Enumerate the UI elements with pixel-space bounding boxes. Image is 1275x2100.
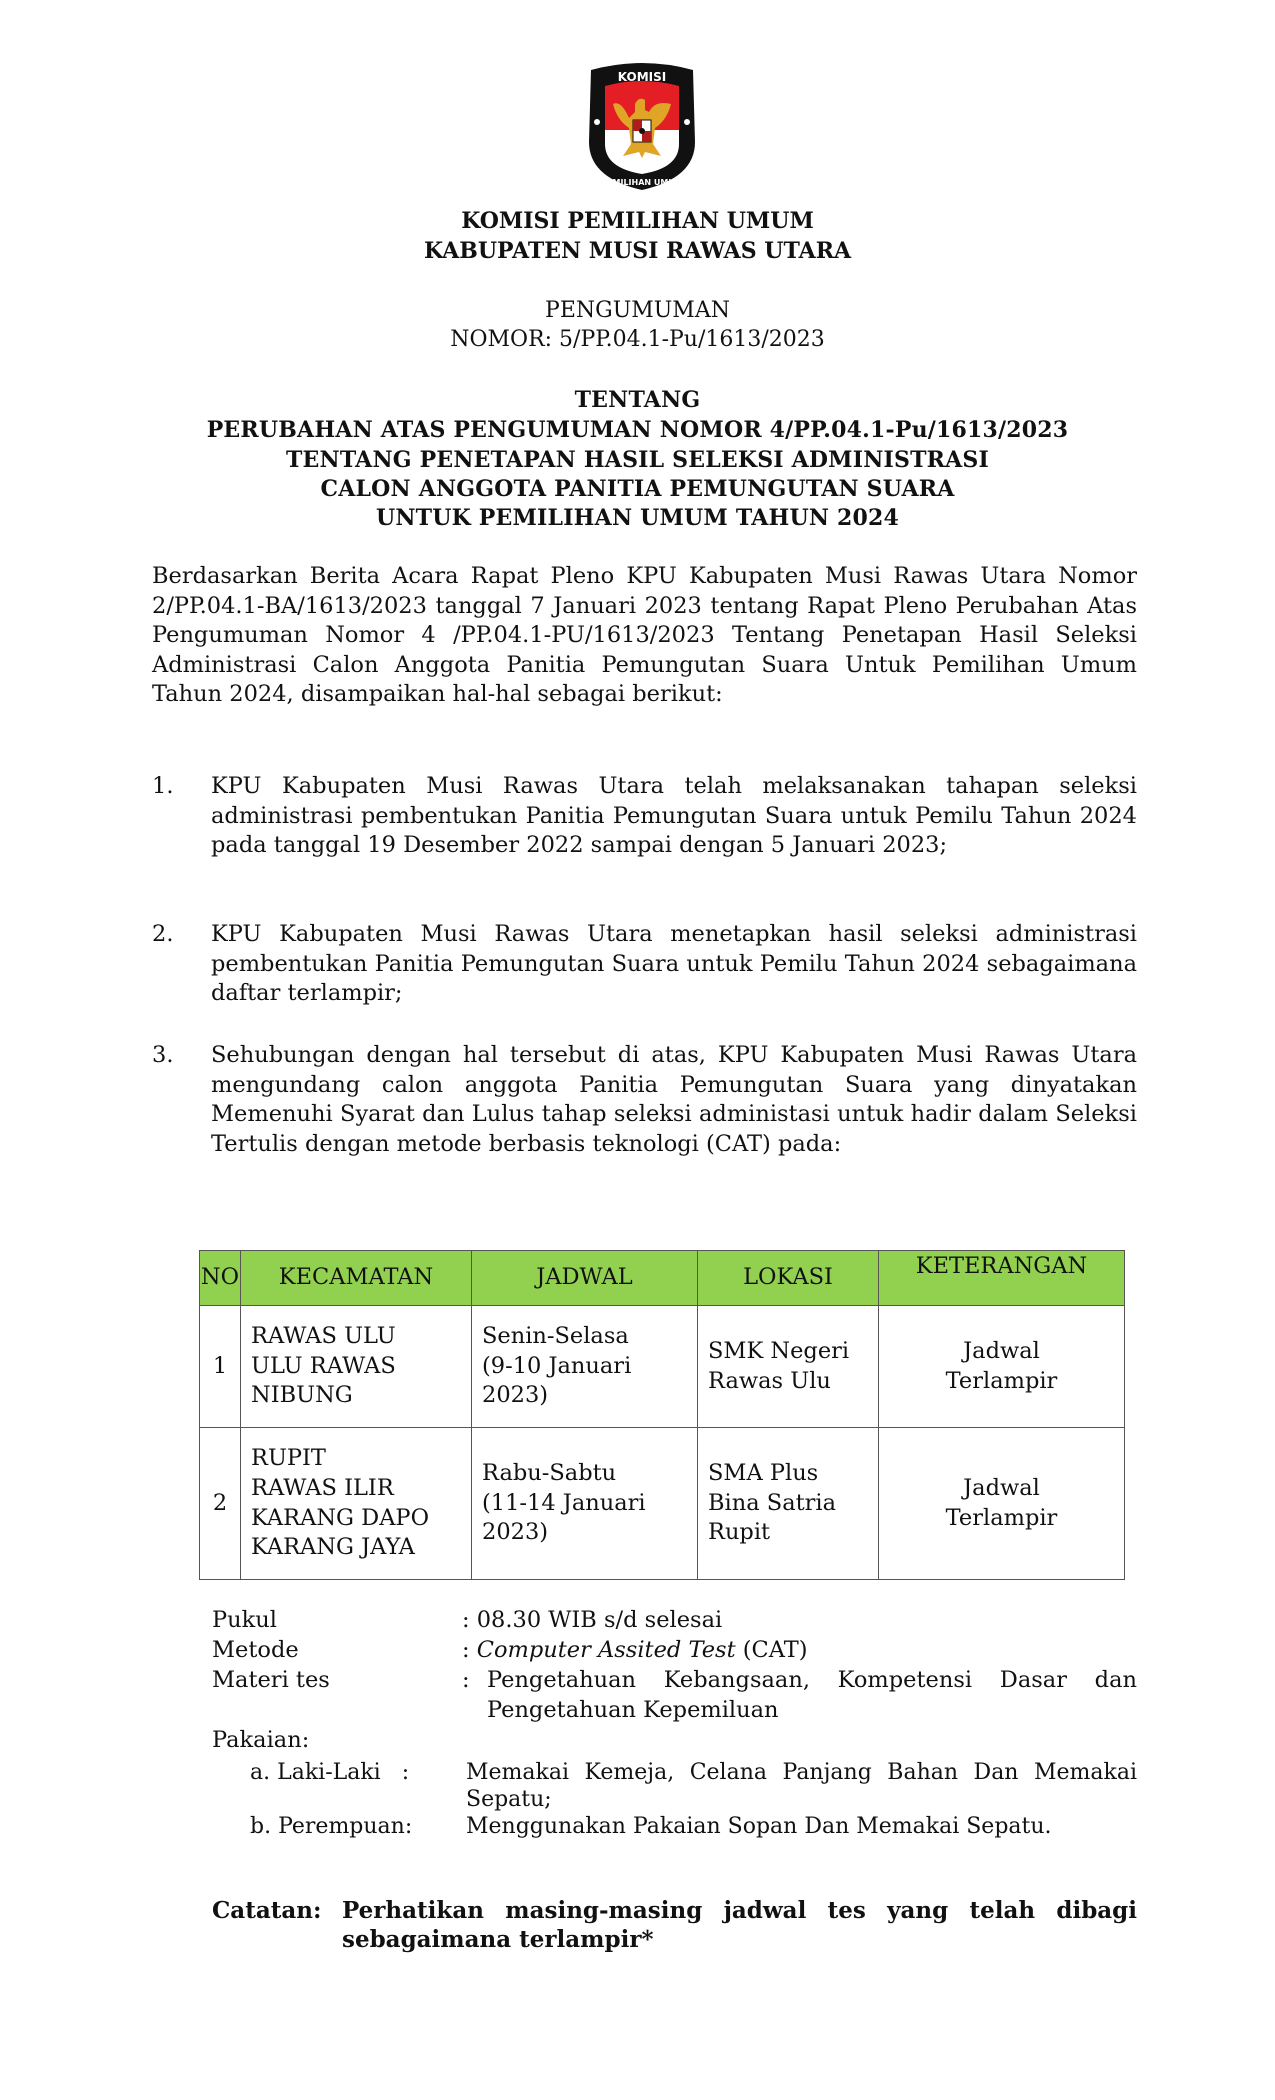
kpu-logo (583, 60, 701, 192)
list-item-text: Sehubungan dengan hal tersebut di atas, KPU Kabupaten Musi Rawas Utara mengundang calon anggota Panitia Pemungutan Suara yang dinyatakan Memenuhi Syarat dan Lulus tahap seleksi administasi untuk hadir dalam Seleksi Tertulis dengan metode berbasis teknologi (CAT) pada: (211, 1042, 1137, 1157)
cell-jadwal (472, 1428, 698, 1580)
title-line: CALON ANGGOTA PANITIA PEMUNGUTAN SUARA (320, 476, 955, 502)
cell-line: KARANG JAYA (251, 1534, 415, 1561)
cell-jadwal (472, 1306, 698, 1428)
org-name: KOMISI PEMILIHAN UMUM (461, 208, 814, 234)
cell-line: NIBUNG (251, 1382, 353, 1409)
svg-text:KOMISI: KOMISI (617, 70, 667, 84)
materi-value: Pengetahuan Kebangsaan, Kompetensi Dasar dan Pengetahuan Kepemiluan (487, 1667, 1137, 1723)
col-header-kecamatan: KECAMATAN (241, 1251, 472, 1306)
cell-keterangan (879, 1306, 1125, 1428)
title-line: TENTANG (574, 387, 701, 413)
cell-no: 1 (200, 1306, 241, 1428)
colon: : (462, 1637, 477, 1663)
pukul-label: Pukul (212, 1607, 277, 1633)
cell-line: (11-14 Januari (482, 1489, 646, 1516)
list-item-text: KPU Kabupaten Musi Rawas Utara menetapkan hasil seleksi administrasi pembentukan Panitia Pemungutan Suara untuk Pemilu Tahun 2024 sebagaimana daftar terlampir; (211, 921, 1137, 1007)
cell-kecamatan (241, 1428, 472, 1580)
list-item-number: 3. (152, 1042, 174, 1068)
cell-line: Rawas Ulu (708, 1367, 831, 1394)
cell-lokasi (698, 1306, 879, 1428)
note-text: Perhatikan masing-masing jadwal tes yang telah dibagi sebagaimana terlampir* (342, 1897, 1137, 1953)
note-label: Catatan: (212, 1897, 322, 1924)
table-header-row (200, 1251, 1125, 1306)
note (212, 1896, 1137, 1956)
list-item-text: KPU Kabupaten Musi Rawas Utara telah melaksanakan tahapan seleksi administrasi pembentukan Panitia Pemungutan Suara untuk Pemilu Tahun 2024 pada tanggal 19 Desember 2022 sampai dengan 5 Januari 2023; (211, 773, 1137, 859)
materi-colon: : (462, 1667, 470, 1693)
cell-line: 2023) (482, 1519, 549, 1546)
metode-italic: Computer Assited Test (476, 1637, 736, 1663)
pakaian-male-label: a. Laki-Laki : (250, 1760, 410, 1785)
intro-paragraph: Berdasarkan Berita Acara Rapat Pleno KPU Kabupaten Musi Rawas Utara Nomor 2/PP.04.1-BA/1613/2023 tanggal 7 Januari 2023 tentang Rapat Pleno Perubahan Atas Pengumuman Nomor 4 /PP.04.1-PU/1613/2023 Tentang Penetapan Hasil Seleksi Administrasi Calon Anggota Panitia Pemungutan Suara Untuk Pemilihan Umum Tahun 2024, disampaikan hal-hal sebagai berikut: (152, 563, 1137, 708)
cell-line: Rabu-Sabtu (482, 1460, 617, 1487)
cell-line: Jadwal (963, 1337, 1040, 1364)
cell-keterangan (879, 1428, 1125, 1580)
cell-line: RAWAS ULU (251, 1323, 396, 1350)
pakaian-female-label: b. Perempuan: (250, 1814, 413, 1839)
metode-rest: (CAT) (735, 1637, 808, 1663)
kpu-emblem-icon (583, 60, 701, 192)
title-line: UNTUK PEMILIHAN UMUM TAHUN 2024 (375, 505, 900, 531)
doc-number: NOMOR: 5/PP.04.1-Pu/1613/2023 (450, 327, 825, 352)
metode-label: Metode (212, 1637, 299, 1663)
svg-text:PEMILIHAN UMUM: PEMILIHAN UMUM (601, 178, 683, 187)
cell-line: Terlampir (945, 1504, 1058, 1531)
cell-line: KARANG DAPO (251, 1504, 430, 1531)
metode-value (462, 1636, 1137, 1666)
cell-line: Senin-Selasa (482, 1323, 629, 1350)
table-row (200, 1306, 1125, 1428)
cell-no: 2 (200, 1428, 241, 1580)
doc-type: PENGUMUMAN (545, 298, 730, 323)
col-header-lokasi: LOKASI (698, 1251, 879, 1306)
col-header-jadwal: JADWAL (472, 1251, 698, 1306)
pakaian-label: Pakaian: (212, 1727, 310, 1753)
pakaian-male-value: Memakai Kemeja, Celana Panjang Bahan Dan Memakai Sepatu; (466, 1760, 1137, 1812)
pukul-value: : 08.30 WIB s/d selesai (462, 1607, 723, 1633)
cell-line: SMA Plus (708, 1460, 819, 1487)
cell-line: 2023) (482, 1382, 549, 1409)
cell-line: Bina Satria (708, 1489, 837, 1516)
cell-line: Rupit (708, 1519, 771, 1546)
cell-line: (9-10 Januari (482, 1352, 632, 1379)
title-line: PERUBAHAN ATAS PENGUMUMAN NOMOR 4/PP.04.1-Pu/1613/2023 (206, 417, 1069, 443)
col-header-keterangan: KETERANGAN (879, 1251, 1125, 1306)
col-header-no: NO (200, 1251, 241, 1306)
cell-line: Jadwal (963, 1474, 1040, 1501)
materi-label: Materi tes (212, 1667, 330, 1693)
cell-line: RAWAS ILIR (251, 1474, 394, 1501)
table-row (200, 1428, 1125, 1580)
list-item-number: 1. (152, 773, 174, 799)
cell-kecamatan (241, 1306, 472, 1428)
cell-line: ULU RAWAS (251, 1352, 396, 1379)
title-line: TENTANG PENETAPAN HASIL SELEKSI ADMINISTRASI (285, 447, 990, 473)
cell-line: RUPIT (251, 1445, 326, 1472)
org-region: KABUPATEN MUSI RAWAS UTARA (423, 238, 852, 264)
schedule-table (199, 1250, 1125, 1580)
cell-line: SMK Negeri (708, 1337, 850, 1364)
cell-line: Terlampir (945, 1367, 1058, 1394)
pakaian-female-value: Menggunakan Pakaian Sopan Dan Memakai Sepatu. (466, 1814, 1052, 1839)
list-item-number: 2. (152, 921, 174, 947)
cell-lokasi (698, 1428, 879, 1580)
